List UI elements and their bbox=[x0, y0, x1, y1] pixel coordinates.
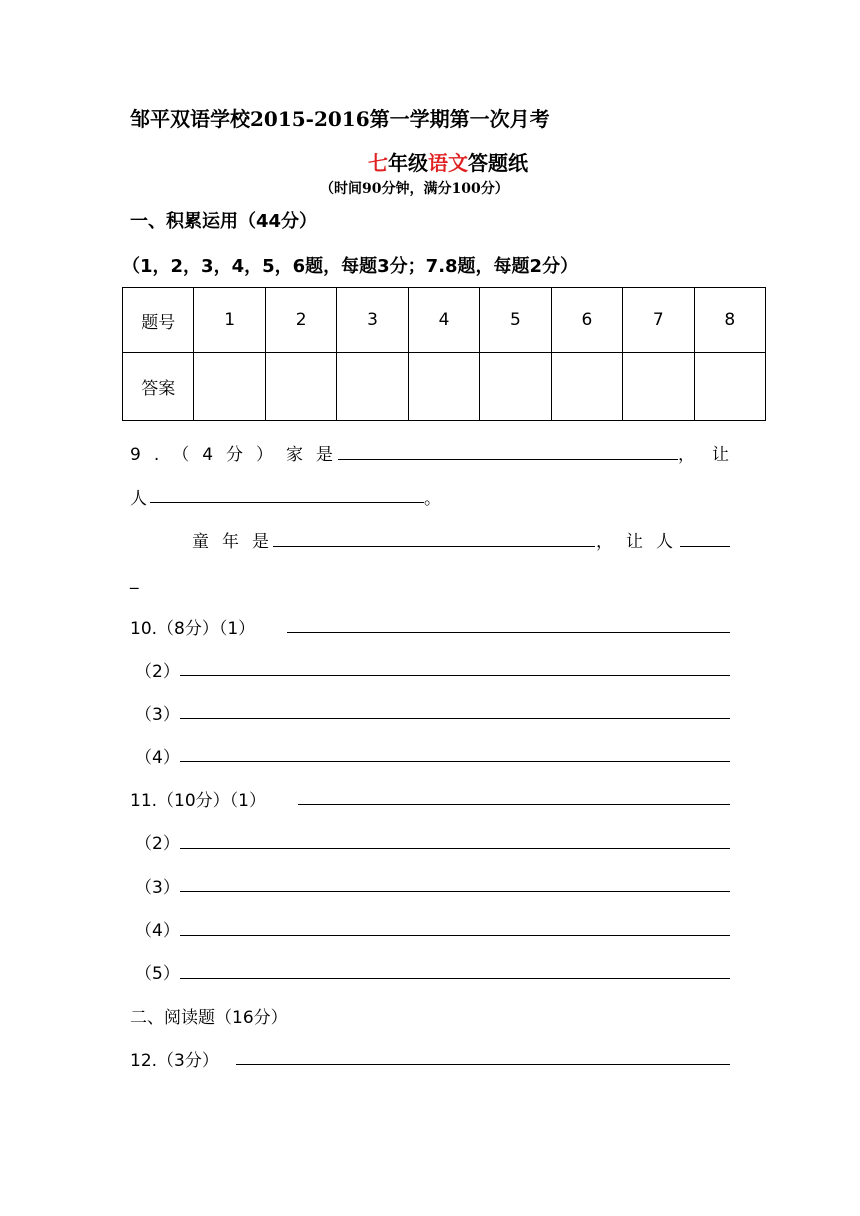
q11-blank-4[interactable] bbox=[180, 935, 730, 936]
q10-prefix: 10.（8分）（1） bbox=[130, 619, 256, 639]
answer-table bbox=[122, 287, 766, 421]
time-info: （时间90分钟，满分100分） bbox=[320, 181, 509, 197]
q11-blank-2[interactable] bbox=[180, 848, 730, 849]
q9-blank-1[interactable] bbox=[338, 459, 678, 460]
q9-rang-ren: ，让人 bbox=[596, 532, 686, 552]
section2-heading: 二、阅读题（16分） bbox=[130, 1008, 288, 1028]
q9-tongnian: 童年是 bbox=[192, 532, 282, 552]
q11-item-label: （5） bbox=[135, 964, 180, 984]
q11-blank-5[interactable] bbox=[180, 978, 730, 979]
question-number-cell: 1 bbox=[194, 288, 265, 353]
q12-prefix: 12.（3分） bbox=[130, 1051, 219, 1071]
q9-ren: 人 bbox=[130, 489, 147, 509]
q9-blank-3[interactable] bbox=[273, 546, 595, 547]
answer-cell[interactable] bbox=[623, 353, 694, 421]
q10-item-label: （4） bbox=[135, 748, 180, 768]
subtitle-grade-suffix: 年级 bbox=[388, 151, 428, 175]
answer-cell[interactable] bbox=[551, 353, 622, 421]
answer-cell[interactable] bbox=[408, 353, 479, 421]
q9-prefix: 9.（4分）家是 bbox=[130, 445, 347, 465]
section1-note: （1，2，3，4，5，6题，每题3分；7.8题，每题2分） bbox=[122, 256, 579, 277]
q10-blank-2[interactable] bbox=[180, 675, 730, 676]
question-number-cell: 5 bbox=[480, 288, 551, 353]
table-row bbox=[123, 353, 766, 421]
answer-cell[interactable] bbox=[194, 353, 265, 421]
q9-blank-2[interactable] bbox=[150, 502, 424, 503]
q10-blank-4[interactable] bbox=[180, 761, 730, 762]
answer-cell[interactable] bbox=[694, 353, 765, 421]
q12-blank-1[interactable] bbox=[236, 1064, 730, 1065]
question-number-cell: 2 bbox=[265, 288, 336, 353]
q10-item-label: （3） bbox=[135, 705, 180, 725]
answer-cell[interactable] bbox=[337, 353, 408, 421]
section1-heading: 一、积累运用（44分） bbox=[130, 211, 318, 232]
q11-item-label: （2） bbox=[135, 834, 180, 854]
question-number-cell: 8 bbox=[694, 288, 765, 353]
question-number-cell: 7 bbox=[623, 288, 694, 353]
q9-rang: 让 bbox=[712, 445, 729, 465]
q9-comma: ， bbox=[678, 445, 695, 465]
subtitle-subject: 语文 bbox=[428, 151, 468, 175]
q9-period: 。 bbox=[424, 489, 441, 509]
subtitle-sheet: 答题纸 bbox=[468, 151, 528, 175]
question-number-cell: 3 bbox=[337, 288, 408, 353]
answer-cell[interactable] bbox=[265, 353, 336, 421]
q10-item-label: （2） bbox=[135, 662, 180, 682]
sheet-subtitle bbox=[368, 147, 528, 176]
q11-blank-1[interactable] bbox=[298, 804, 730, 805]
q9-blank-4[interactable] bbox=[680, 546, 730, 547]
q11-blank-3[interactable] bbox=[180, 891, 730, 892]
subtitle-grade: 七 bbox=[368, 151, 388, 175]
q11-prefix: 11.（10分）（1） bbox=[130, 791, 266, 811]
table-row bbox=[123, 288, 766, 353]
table-header-label: 题号 bbox=[123, 288, 194, 353]
school-title: 邹平双语学校2015-2016第一学期第一次月考 bbox=[130, 107, 550, 131]
q11-item-label: （3） bbox=[135, 878, 180, 898]
q9-tail: _ bbox=[130, 570, 139, 590]
question-number-cell: 4 bbox=[408, 288, 479, 353]
q11-item-label: （4） bbox=[135, 921, 180, 941]
answer-cell[interactable] bbox=[480, 353, 551, 421]
table-answer-label: 答案 bbox=[123, 353, 194, 421]
q10-blank-3[interactable] bbox=[180, 718, 730, 719]
question-number-cell: 6 bbox=[551, 288, 622, 353]
q10-blank-1[interactable] bbox=[287, 632, 730, 633]
